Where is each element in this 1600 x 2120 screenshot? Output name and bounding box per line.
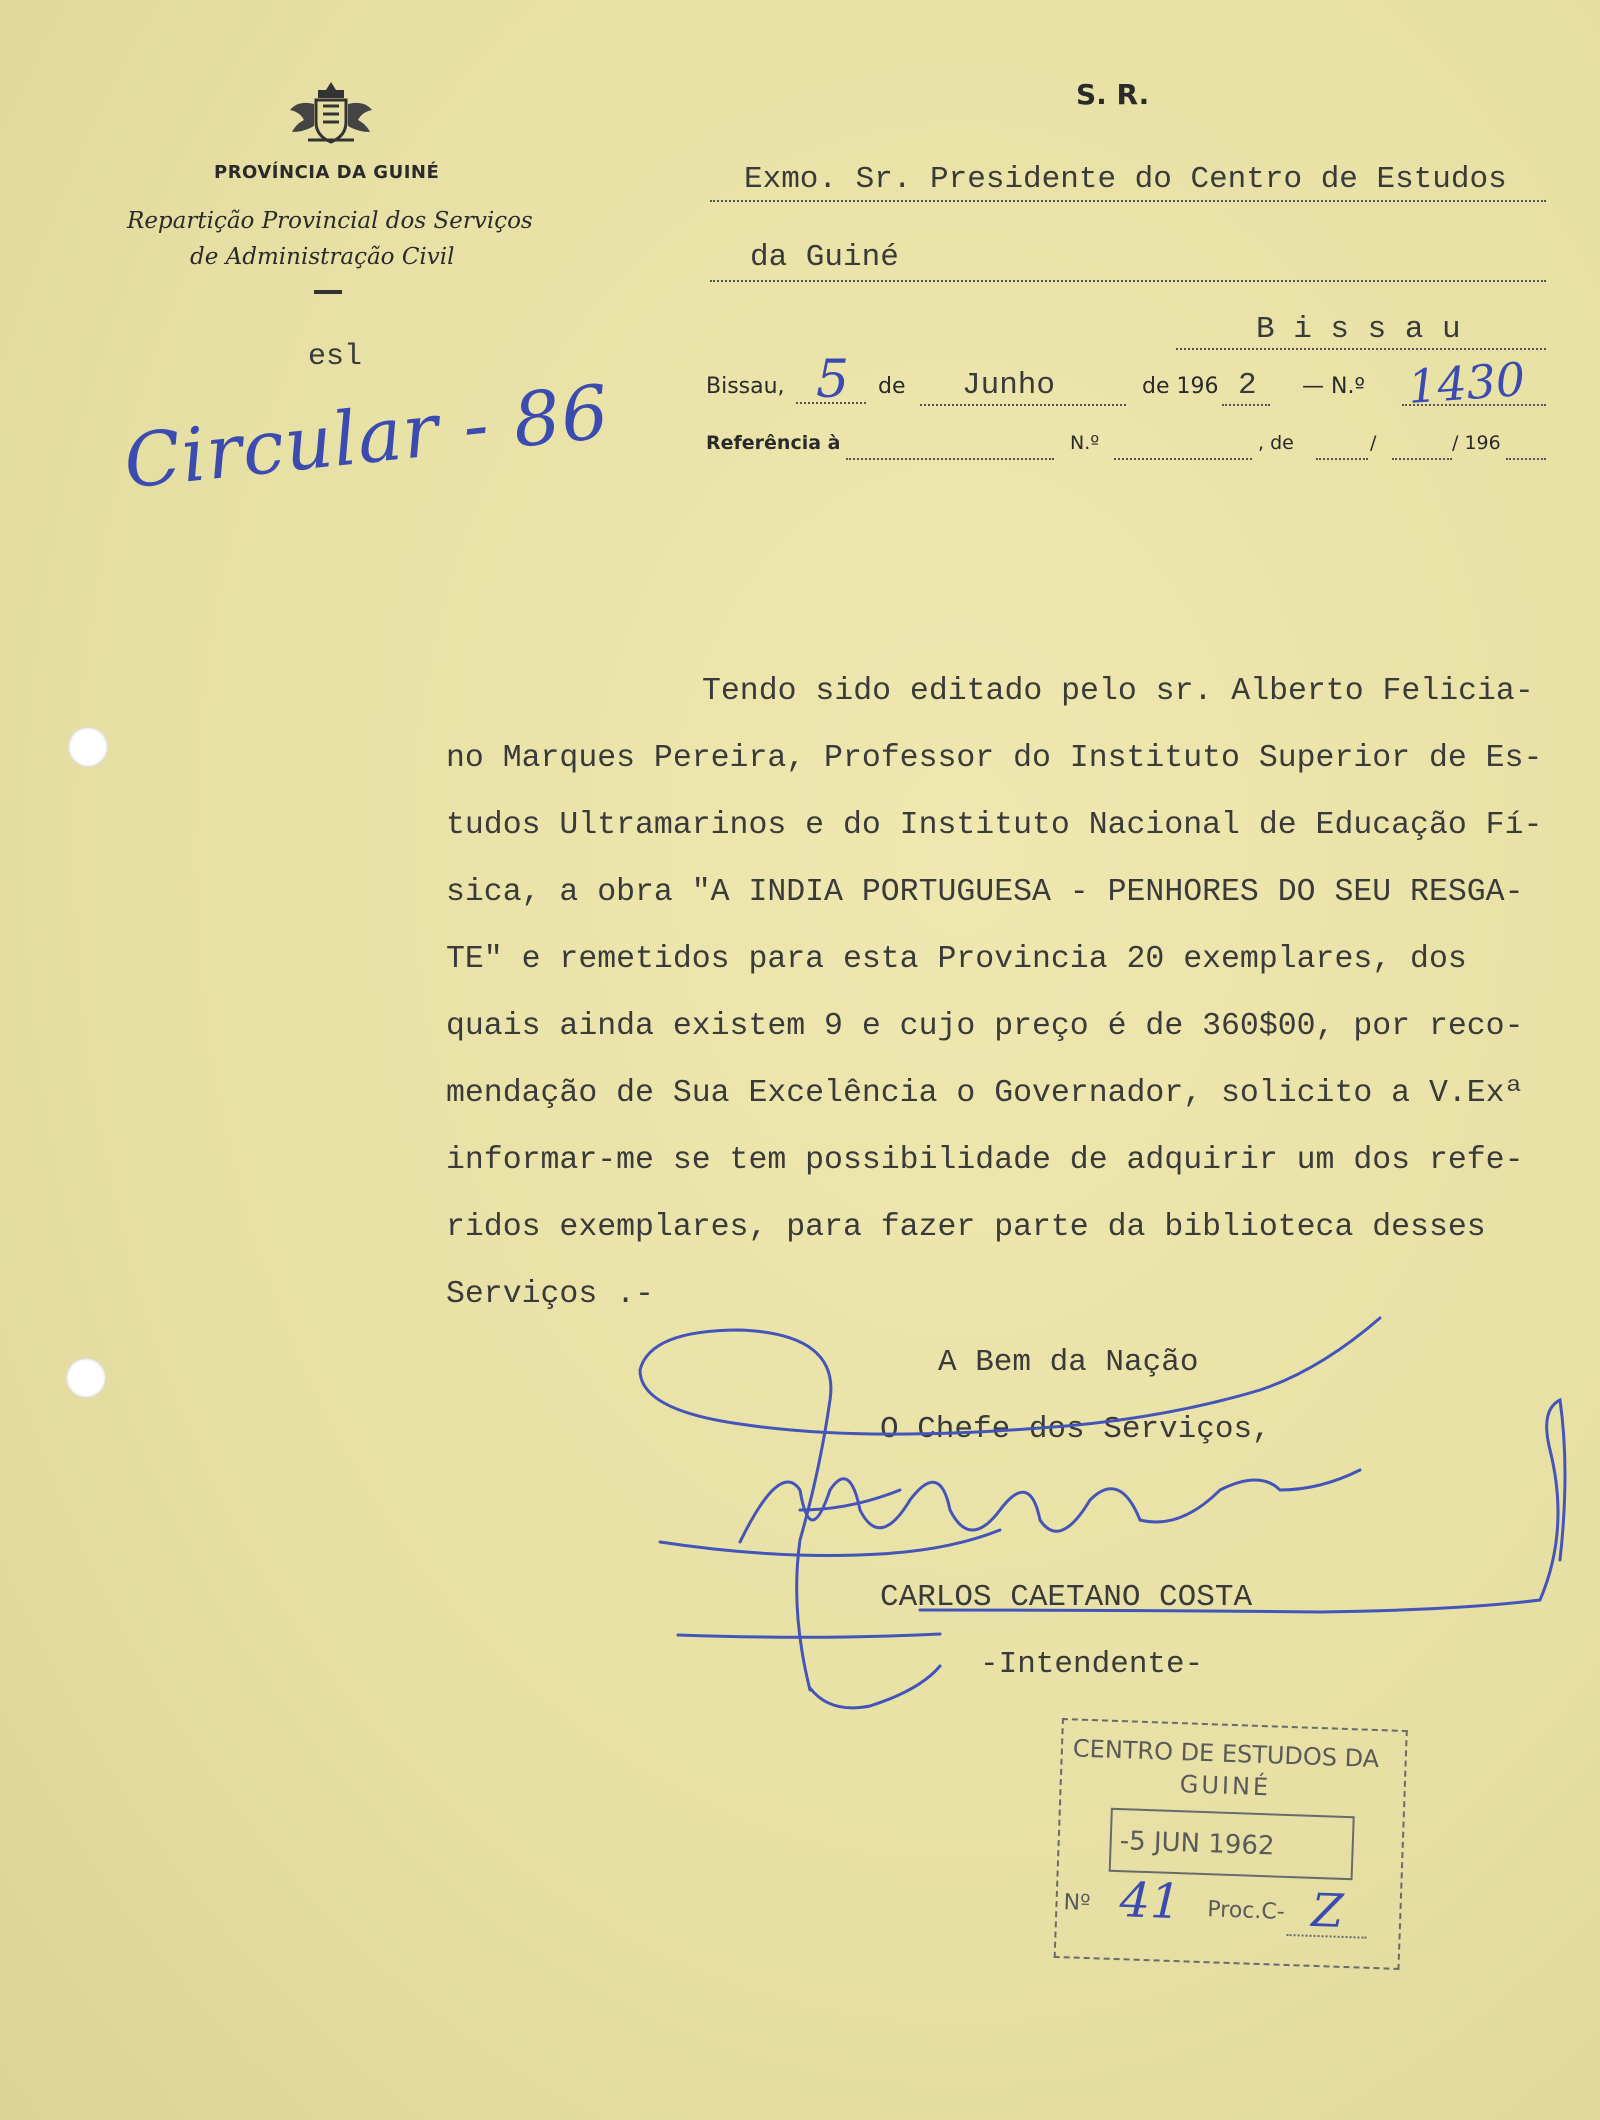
reference-day-dotted-line [1316,458,1368,460]
reference-slash: / [1370,432,1377,454]
stamp-proc-value: Z [1310,1882,1345,1938]
letterhead-rule [314,290,342,294]
closing-title: O Chefe dos Serviços, [880,1412,1271,1447]
date-month: Junho [962,368,1056,403]
reference-de-label: , de [1258,432,1294,454]
punch-hole-top [68,727,108,767]
reference-number-dotted-line [1114,458,1252,460]
signatory-name: CARLOS CAETANO COSTA [880,1580,1253,1615]
body-line: TE" e remetidos para esta Provincia 20 exemplares, dos [446,942,1467,977]
sr-heading: S. R. [1076,78,1150,111]
year-dotted-line [1222,404,1270,406]
handwritten-circular-note: Circular - 86 [120,369,614,506]
body-line: tudos Ultramarinos e do Instituto Nacional de Educação Fí- [446,808,1543,843]
month-dotted-line [920,404,1126,406]
number-dotted-line [1402,404,1546,406]
coat-of-arms-icon [286,78,376,150]
reference-month-dotted-line [1392,458,1452,460]
punch-hole-bottom [66,1358,106,1398]
stamp-line-2: GUINÉ [1179,1770,1272,1802]
city-dotted-line [1176,348,1546,350]
body-line: informar-me se tem possibilidade de adquirir um dos refe- [446,1143,1524,1178]
reference-year-label: / 196 [1452,432,1501,454]
closing-salutation: A Bem da Nação [938,1345,1199,1380]
body-line: Serviços .- [446,1277,654,1312]
addressee-dotted-line-2 [710,280,1546,282]
stamp-no-label: Nº [1063,1890,1091,1917]
city-right: B i s s a u [1256,312,1461,347]
received-stamp [1054,1718,1408,1970]
date-day: 5 [816,350,850,410]
addressee-dotted-line-1 [710,200,1546,202]
date-city-label: Bissau, [706,374,785,399]
date-de-label: de [878,374,906,399]
province-heading: PROVÍNCIA DA GUINÉ [214,162,440,183]
date-year-prefix: de 196 [1142,374,1219,399]
department-line-1: Repartição Provincial dos Serviços [127,208,533,234]
reference-dotted-line [846,458,1054,460]
body-line: ridos exemplares, para fazer parte da biblioteca desses [446,1210,1486,1245]
body-line: sica, a obra "A INDIA PORTUGUESA - PENHORES DO SEU RESGA- [446,875,1524,910]
stamp-proc-label: Proc.C- [1206,1897,1286,1925]
date-year-digit: 2 [1238,368,1257,403]
document-number: 1430 [1406,351,1527,415]
department-line-2: de Administração Civil [190,244,455,270]
addressee-line-2: da Guiné [750,240,899,275]
reference-label: Referência à [706,432,841,454]
reference-year-dotted-line [1506,458,1546,460]
stamp-no-value: 41 [1118,1872,1182,1931]
stamp-line-1: CENTRO DE ESTUDOS DA [1072,1734,1380,1774]
stamp-date: -5 JUN 1962 [1119,1826,1275,1862]
stamp-proc-dotted-line [1287,1934,1367,1939]
body-line: Tendo sido editado pelo sr. Alberto Felicia- [702,674,1534,709]
signatory-role: -Intendente- [980,1647,1204,1682]
handwritten-signature [620,1310,1580,1750]
typist-initials: esl [308,340,363,374]
body-line: no Marques Pereira, Professor do Instituto Superior de Es- [446,741,1543,776]
stamp-date-box [1109,1808,1355,1880]
body-line: mendação de Sua Excelência o Governador, solicito a V.Exª [446,1076,1524,1111]
addressee-line-1: Exmo. Sr. Presidente do Centro de Estudos [744,162,1507,197]
day-dotted-line [796,402,866,404]
body-line: quais ainda existem 9 e cujo preço é de 360$00, por reco- [446,1009,1524,1044]
number-label: — N.º [1302,374,1365,399]
reference-number-label: N.º [1070,432,1100,454]
